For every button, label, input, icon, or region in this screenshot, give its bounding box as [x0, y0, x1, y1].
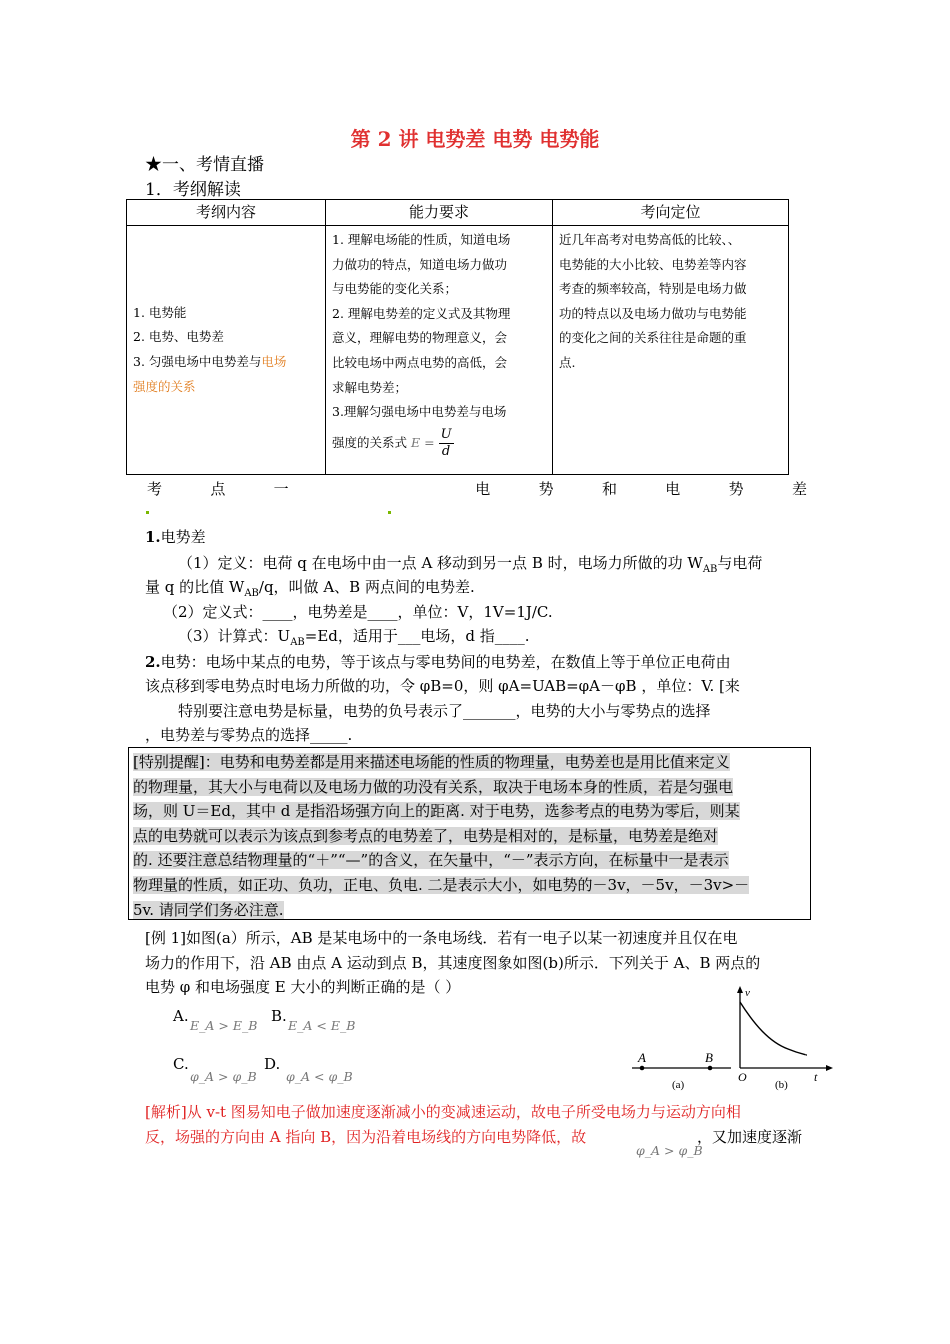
- note-line: [特别提醒]：电势和电势差都是用来描述电场能的性质的物理量，电势差也是用比值来定义: [133, 753, 730, 771]
- ability-line: 1. 理解电场能的性质，知道电场: [332, 232, 511, 247]
- content-item: 2. 电势、电势差: [133, 329, 224, 345]
- ability-line: 与电势能的变化关系；: [332, 281, 458, 297]
- note-line: 点的电势就可以表示为该点到参考点的电势差了，电势是相对的，是标量，电势差是绝对: [133, 826, 719, 845]
- header-ability: 能力要求: [326, 200, 553, 226]
- option-d-label: D.: [264, 1055, 281, 1073]
- cell-ability: [326, 226, 553, 475]
- example-line: 场力的作用下，沿 AB 由点 A 运动到点 B，其速度图象如图(b)所示．下列关于 A、B 两点的: [145, 954, 761, 972]
- option-d-expr: φ_A < φ_B: [286, 1069, 353, 1084]
- p2-line: 2.电势：电场中某点的电势，等于该点与零电势间的电势差，在数值上等于单位正电荷由: [145, 653, 731, 671]
- p2-line: 特别要注意电势是标量，电势的负号表示了_______，电势的大小与零势点的选择: [178, 702, 711, 720]
- note-line: 的. 还要注意总结物理量的“＋”“—”的含义，在矢量中，“－”表示方向，在标量中一是表示: [133, 851, 729, 870]
- kaodian-heading: 考 点 一 电 势 和 电 势 差: [147, 480, 807, 498]
- formula-fraction: $\frac{U}{d}$: [440, 426, 452, 459]
- p1-formula: （2）定义式：____，电势差是____，单位：V，1V=1J/C.: [163, 603, 553, 621]
- p1-calc: （3）计算式：$U_{AB}=Ed$，适用于___电场，d 指____.: [178, 627, 530, 648]
- option-b-expr: E_A < E_B: [288, 1018, 356, 1033]
- direction-line: 功的特点以及电场力做功与电势能: [559, 305, 747, 321]
- analysis-expr: φ_A > φ_B: [636, 1143, 703, 1158]
- direction-line: 近几年高考对电势高低的比较、、: [559, 232, 741, 247]
- p1-definition-cont: 量 q 的比值 $W_{AB}/q$，叫做 A、B 两点间的电势差.: [145, 578, 475, 599]
- velocity-curve: [740, 1002, 806, 1055]
- point-b-dot: [708, 1066, 713, 1071]
- note-line: 5v. 请同学们务必注意.: [133, 900, 284, 919]
- v-axis-arrow: [737, 986, 743, 993]
- example-line: 电势 φ 和电场强度 E 大小的判断正确的是（ ）: [145, 978, 461, 996]
- ability-line: 强度的关系式 E = $\frac{U}{d}$: [332, 426, 452, 459]
- option-a-label: A.: [173, 1007, 189, 1025]
- cell-content: [127, 226, 326, 475]
- p1-definition: （1）定义：电荷 q 在电场中由一点 A 移动到另一点 B 时，电场力所做的功 $W_{AB}$与电荷: [178, 554, 763, 575]
- header-direction: 考向定位: [553, 200, 789, 226]
- t-axis-arrow: [826, 1065, 833, 1071]
- label-t: t: [814, 1070, 818, 1084]
- note-line: 场，则 U＝Ed，其中 d 是指沿场强方向上的距离. 对于电势，选参考点的电势为零后，则某: [133, 802, 740, 821]
- analysis-tail: ，又加速度逐渐: [697, 1128, 803, 1146]
- ability-line: 比较电场中两点电势的高低，会: [332, 354, 508, 370]
- ability-line: 求解电势差；: [332, 379, 408, 395]
- analysis-line: [解析]从 v-t 图易知电子做加速度逐渐减小的变减速运动，故电子所受电场力与运动方向相: [145, 1103, 741, 1121]
- label-origin: O: [738, 1070, 747, 1084]
- option-b-label: B.: [271, 1007, 287, 1025]
- highlight-link: 电场: [261, 354, 287, 369]
- note-line: 的物理量，其大小与电荷以及电场力做的功没有关系，取决于电场本身的性质，若是匀强电: [133, 777, 734, 796]
- p2-line: 该点移到零电势点时电场力所做的功，令 φB=0，则 φA=UAB=φA－φB ，单位：V. [来: [145, 677, 740, 695]
- ability-line: 力做功的特点，知道电场力做功: [332, 256, 508, 272]
- note-line: 物理量的性质，如正功、负功，正电、负电. 二是表示大小，如电势的－3v，－5v，－3v>－: [133, 875, 750, 894]
- content-item: 3. 匀强电场中电势差与电场: [133, 354, 287, 369]
- label-fig-b: (b): [775, 1079, 788, 1091]
- point-a-dot: [640, 1066, 645, 1071]
- cell-direction: [553, 226, 789, 475]
- subsection-heading: 1．考纲解读: [145, 180, 241, 200]
- ability-line: 意义，理解电势的物理意义，会: [332, 330, 508, 346]
- syllabus-table: [126, 199, 789, 475]
- example-line: [例 1]如图(a）所示，AB 是某电场中的一条电场线．若有一电子以某一初速度并且仅在电: [145, 929, 738, 947]
- label-fig-a: (a): [672, 1079, 685, 1091]
- direction-line: 电势能的大小比较、电势差等内容: [559, 256, 747, 272]
- ability-line: 3.理解匀强电场中电势差与电场: [332, 404, 507, 420]
- content-item: 1. 电势能: [133, 304, 187, 320]
- direction-line: 点.: [559, 354, 576, 370]
- label-point-b: B: [705, 1050, 713, 1065]
- ability-line: 2. 理解电势差的定义式及其物理: [332, 305, 511, 321]
- highlight-link: 强度的关系: [133, 378, 196, 394]
- direction-line: 考查的频率较高，特别是电场力做: [559, 281, 747, 297]
- marker-dot: [388, 511, 391, 514]
- p2-line: ，电势差与零势点的选择_____.: [145, 726, 353, 744]
- p1-heading: 1.电势差: [145, 528, 206, 546]
- analysis-line: 反，场强的方向由 A 指向 B，因为沿着电场线的方向电势降低，故: [145, 1128, 587, 1146]
- label-v: v: [745, 987, 750, 999]
- formula-lhs: E =: [411, 434, 435, 450]
- option-c-expr: φ_A > φ_B: [190, 1069, 257, 1084]
- direction-line: 的变化之间的关系往往是命题的重: [559, 330, 747, 346]
- figure-ab-vt: [628, 982, 838, 1092]
- marker-dot: [146, 511, 149, 514]
- special-note-box: [128, 747, 811, 920]
- option-c-label: C.: [173, 1055, 189, 1073]
- header-content: 考纲内容: [127, 200, 326, 226]
- page-title: 第 2 讲 电势差 电势 电势能: [350, 127, 600, 151]
- label-point-a: A: [638, 1050, 646, 1065]
- section-heading: ★一、考情直播: [145, 155, 264, 175]
- option-a-expr: E_A > E_B: [190, 1018, 258, 1033]
